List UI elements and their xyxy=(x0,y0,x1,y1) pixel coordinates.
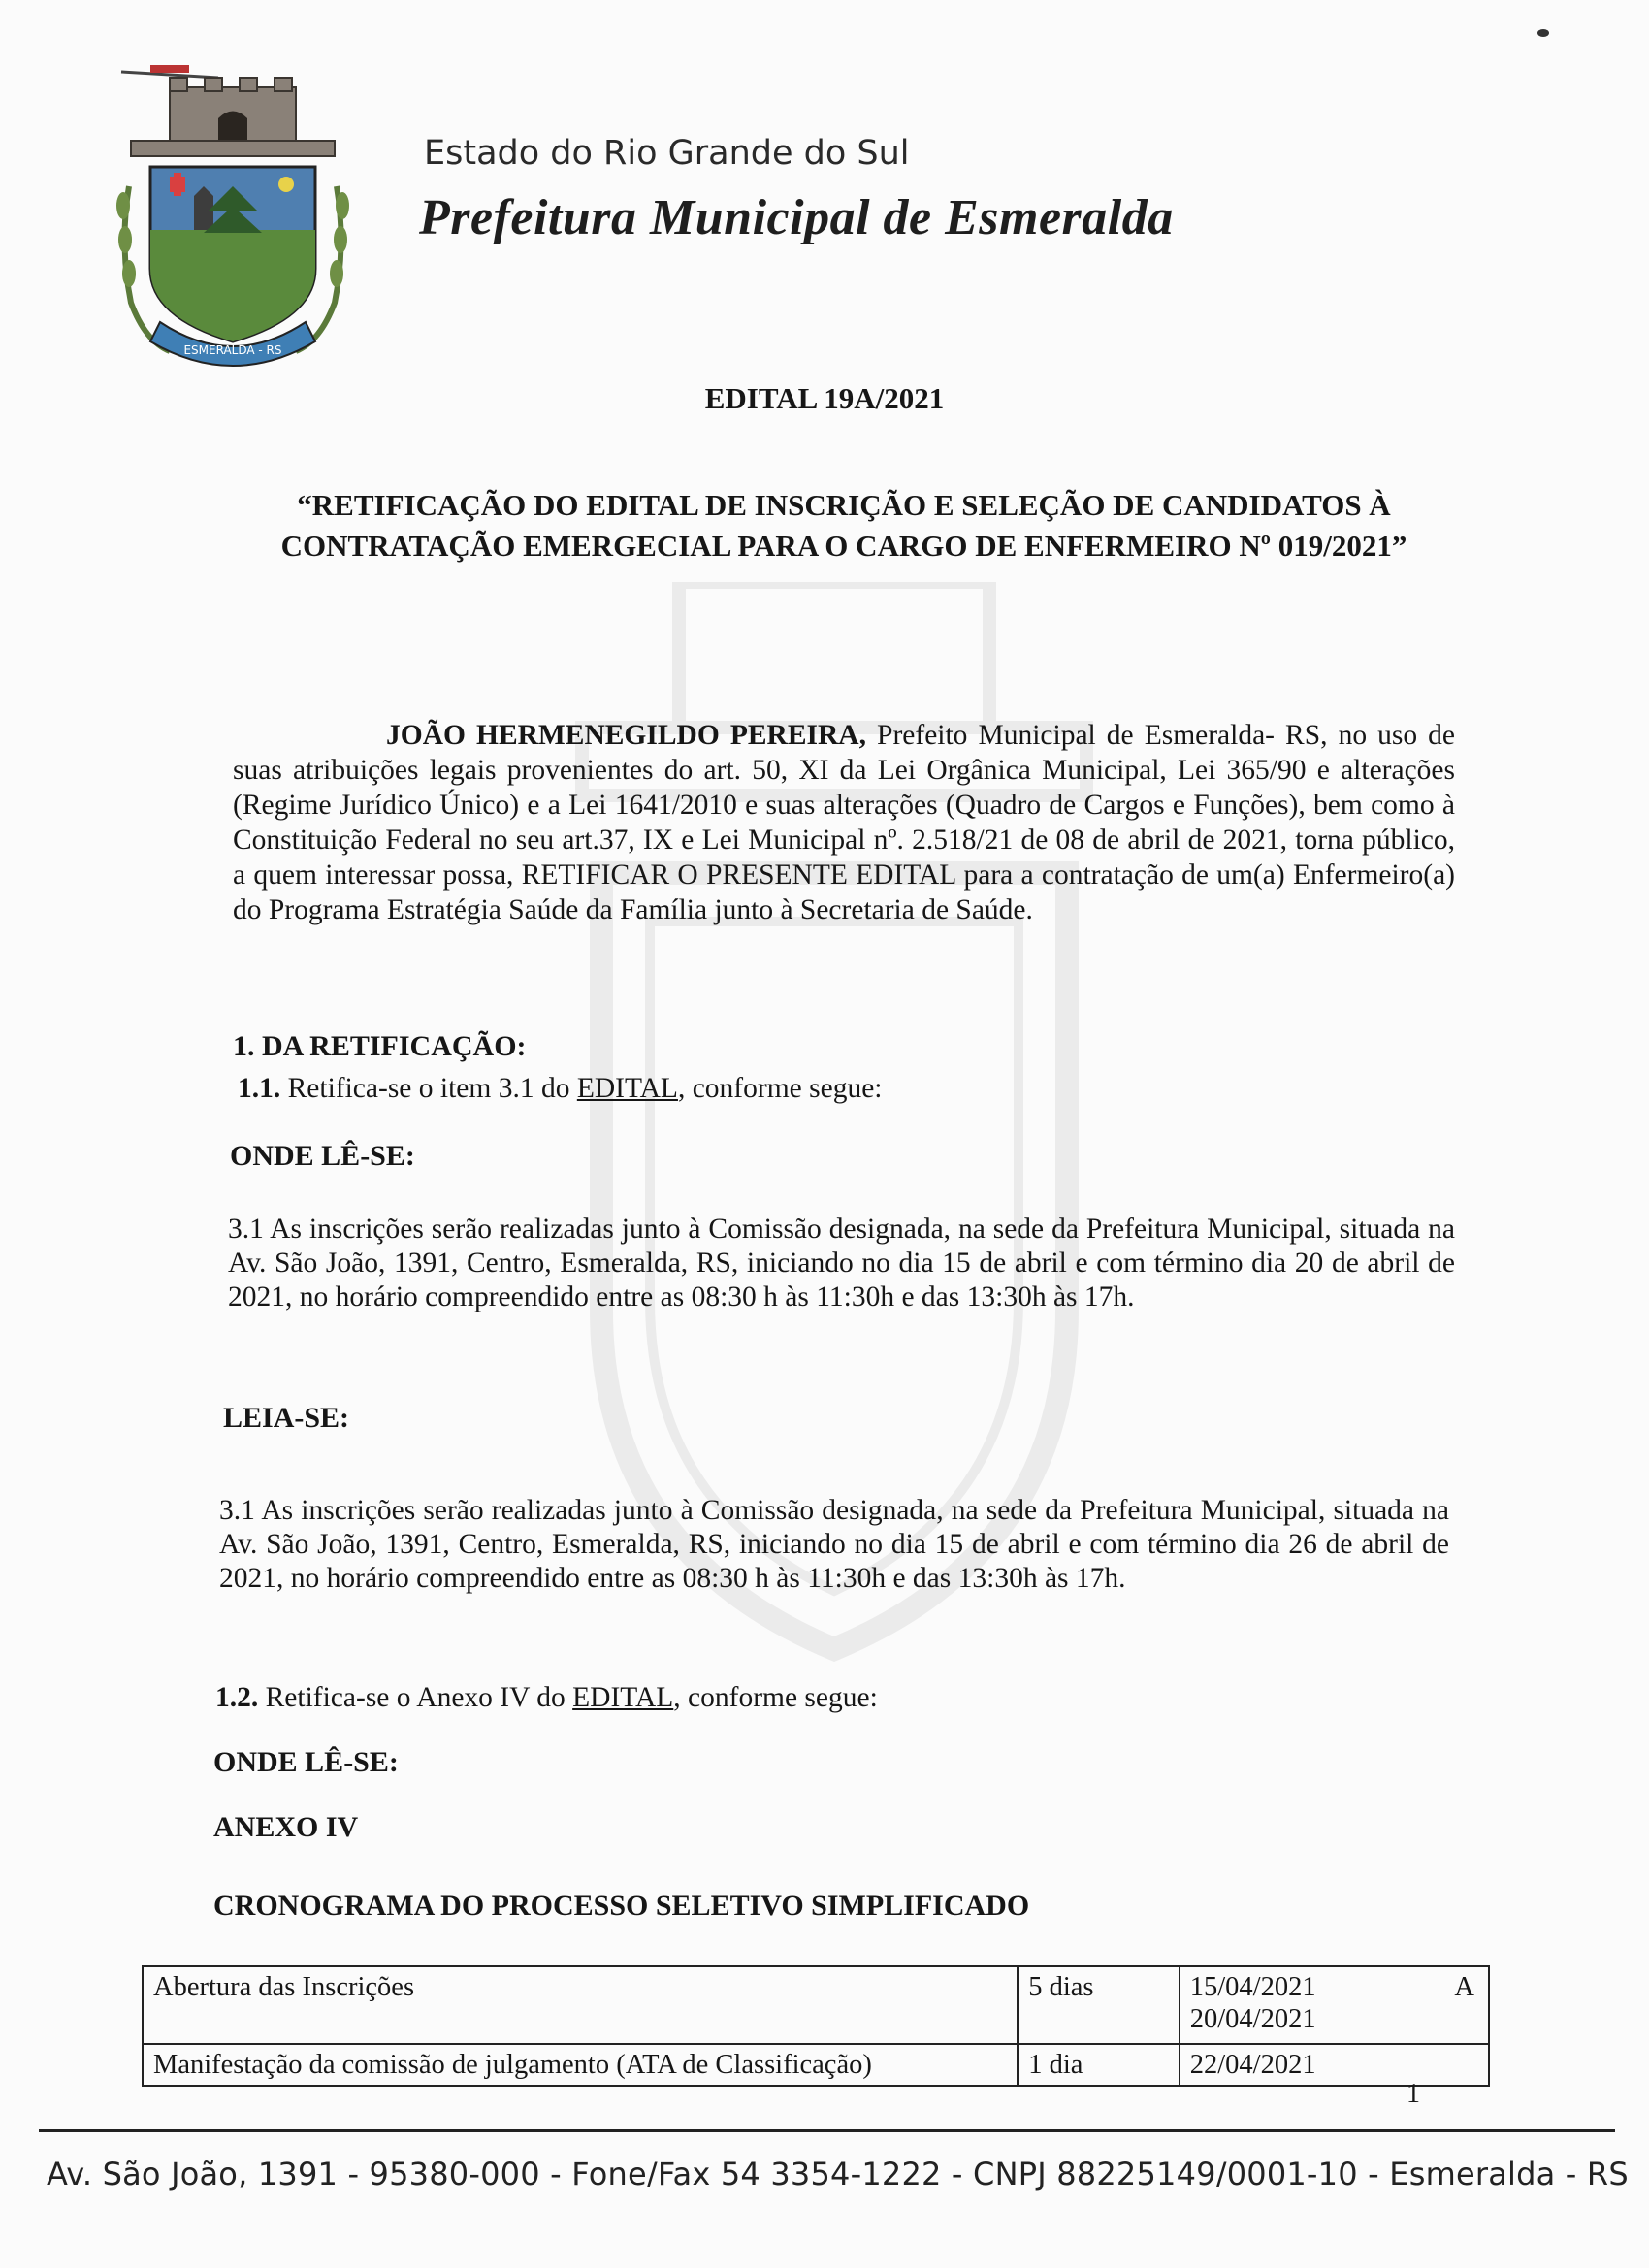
item-1-1-pre: Retifica-se o item 3.1 do xyxy=(287,1073,570,1104)
item-1-1-number: 1.1. xyxy=(238,1073,281,1104)
header-prefeitura: Prefeitura Municipal de Esmeralda xyxy=(419,190,1174,245)
date-separator: A xyxy=(1454,1972,1474,2002)
footer-address: Av. São João, 1391 - 95380-000 - Fone/Fax 54 3354-1222 - CNPJ 88225149/0001-10 - Esmeralda - RS xyxy=(47,2155,1629,2192)
leia-se-heading: LEIA-SE: xyxy=(223,1402,350,1434)
intro-paragraph xyxy=(233,718,1455,927)
onde-le-se-heading-1: ONDE LÊ-SE: xyxy=(230,1140,415,1172)
cronograma-title: CRONOGRAMA DO PROCESSO SELETIVO SIMPLIFICADO xyxy=(213,1890,1030,1922)
item-1-2-number: 1.2. xyxy=(215,1682,259,1713)
table-row xyxy=(143,1966,1489,2044)
subtitle-line-2: CONTRATAÇÃO EMERGECIAL PARA O CARGO DE ENFERMEIRO Nº 019/2021” xyxy=(280,529,1407,563)
item-1-2 xyxy=(215,1681,878,1715)
table-cell-date: 22/04/2021 xyxy=(1180,2044,1489,2086)
edital-title: EDITAL 19A/2021 xyxy=(704,381,945,415)
item-1-2-pre: Retifica-se o Anexo IV do xyxy=(265,1682,566,1713)
item-1-2-edital-link: EDITAL xyxy=(572,1682,674,1713)
table-cell-duration: 1 dia xyxy=(1018,2044,1180,2086)
intro-text: Prefeito Municipal de Esmeralda- RS, no uso de suas atribuições legais provenientes do art. 50, XI da Lei Orgânica Municipal, Lei 365/90 e alterações (Regime Jurídico Único) e a Lei 1641/2010 e suas alterações (Quadro de Cargos e Funções), bem como à Constituição Federal no seu art.37, IX e Lei Municipal nº. 2.518/21 de 08 de abril de 2021, torna público, a quem interessar possa, RETIFICAR O PRESENTE EDITAL para a contratação de um(a) Enfermeiro(a) do Programa Estratégia Saúde da Família junto à Secretaria de Saúde. xyxy=(233,720,1456,925)
onde-le-se-heading-2: ONDE LÊ-SE: xyxy=(213,1746,399,1778)
crest-ribbon-text: ESMERALDA - RS xyxy=(183,343,282,357)
date-end: 20/04/2021 xyxy=(1189,2004,1316,2034)
item-1-1-post: , conforme segue: xyxy=(677,1073,883,1104)
table-cell-activity: Manifestação da comissão de julgamento (ATA de Classificação) xyxy=(143,2044,1018,2086)
page-number: 1 xyxy=(1406,2079,1420,2109)
coat-of-arms-icon xyxy=(112,60,354,371)
footer-divider xyxy=(39,2129,1615,2132)
table-row xyxy=(143,2044,1489,2086)
section-1-title: 1. DA RETIFICAÇÃO: xyxy=(233,1030,527,1062)
paragraph-onde-le-se: 3.1 As inscrições serão realizadas junto à Comissão designada, na sede da Prefeitura Municipal, situada na Av. São João, 1391, Centro, Esmeralda, RS, iniciando no dia 15 de abril e com término dia 20 de abril de 2021, no horário compreendido entre as 08:30 h às 11:30h e das 13:30h às 17h. xyxy=(228,1214,1455,1312)
scan-mark xyxy=(1537,29,1549,37)
table-cell-date xyxy=(1180,1966,1489,2044)
item-1-1-edital-link: EDITAL xyxy=(576,1073,678,1104)
mayor-name: JOÃO HERMENEGILDO PEREIRA, xyxy=(386,720,866,751)
item-1-1 xyxy=(238,1072,883,1106)
subtitle-line-1: “RETIFICAÇÃO DO EDITAL DE INSCRIÇÃO E SELEÇÃO DE CANDIDATOS À xyxy=(297,488,1391,522)
edital-subtitle xyxy=(233,485,1455,567)
table-cell-duration: 5 dias xyxy=(1018,1966,1180,2044)
date-start: 15/04/2021 xyxy=(1189,1972,1316,2002)
table-cell-activity: Abertura das Inscrições xyxy=(143,1966,1018,2044)
cronograma-table xyxy=(142,1965,1490,2087)
anexo-heading: ANEXO IV xyxy=(213,1811,359,1843)
header-state: Estado do Rio Grande do Sul xyxy=(424,134,910,173)
paragraph-leia-se: 3.1 As inscrições serão realizadas junto à Comissão designada, na sede da Prefeitura Municipal, situada na Av. São João, 1391, Centro, Esmeralda, RS, iniciando no dia 15 de abril e com término dia 26 de abril de 2021, no horário compreendido entre as 08:30 h às 11:30h e das 13:30h às 17h. xyxy=(219,1495,1449,1594)
item-1-2-post: , conforme segue: xyxy=(673,1682,878,1713)
